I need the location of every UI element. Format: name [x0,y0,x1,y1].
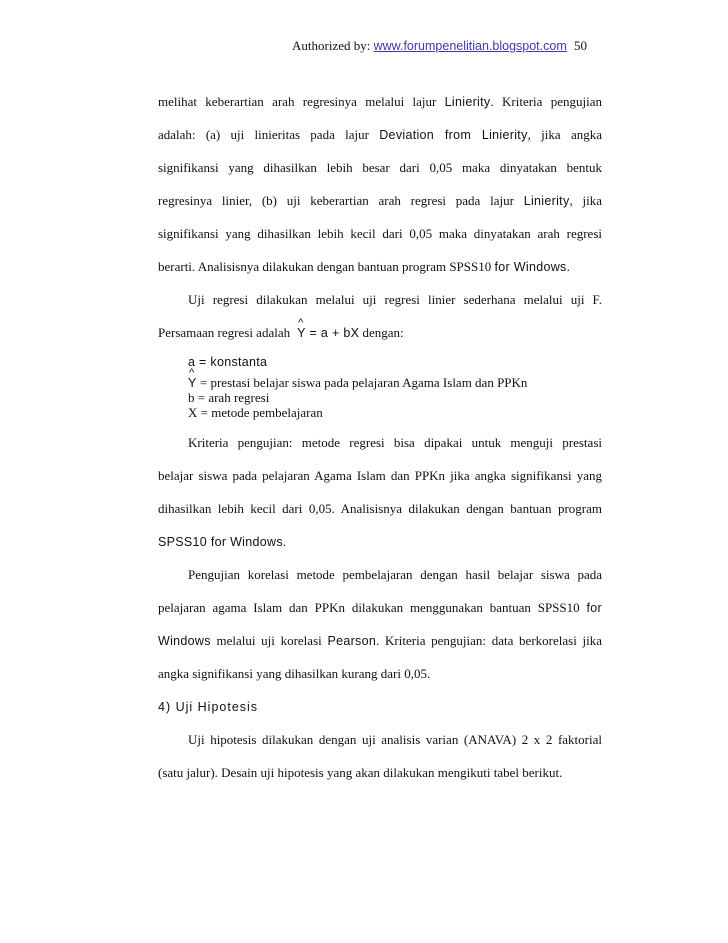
definition-y-hat: ^ Y = prestasi belajar siswa pada pelajaran Agama Islam dan PPKn [188,367,528,390]
text-line: (satu jalur). Desain uji hipotesis yang akan dilakukan mengikuti tabel berikut. [158,765,563,780]
page-header [292,38,602,54]
regression-equation-line: Persamaan regresi adalah ^ Y = a + bX dengan: [158,317,404,340]
paragraph-regression-direction [158,93,602,276]
definition-b: b = arah regresi [188,390,270,405]
y-hat-symbol: ^ Y [297,317,306,340]
y-hat-symbol: ^ Y [188,367,197,390]
variable-definitions [158,354,602,420]
paragraph-regression-criteria [158,434,602,551]
definition-a: a = konstanta [188,355,268,369]
source-url-link[interactable]: www.forumpenelitian.blogspot.com [373,39,567,53]
text-line: Pengujian korelasi metode pembelajaran dengan hasil belajar siswa pada [188,567,602,582]
text-line: dihasilkan lebih kecil dari 0,05. Analisisnya dilakukan dengan bantuan program [158,501,602,516]
text-line: regresinya linier, (b) uji keberartian arah regresi pada lajur Linierity, jika [158,193,603,208]
text-line: pelajaran agama Islam dan PPKn dilakukan menggunakan bantuan SPSS10 for [158,600,603,615]
text-line: angka signifikansi yang dihasilkan kurang dari 0,05. [158,666,431,681]
paragraph-regression-equation [158,291,602,342]
text-line: Uji regresi dilakukan melalui uji regresi linier sederhana melalui uji F. [188,292,602,307]
text-line: melihat keberartian arah regresinya melalui lajur Linierity. Kriteria pengujian [158,94,602,109]
text-line: berarti. Analisisnya dilakukan dengan bantuan program SPSS10 for Windows. [158,259,570,274]
page-number: 50 [574,38,587,53]
section-heading: 4) Uji Hipotesis [158,700,259,714]
paragraph-hypothesis [158,731,602,782]
authored-by-label: Authorized by: [292,38,371,53]
text-line: Windows melalui uji korelasi Pearson. Kriteria pengujian: data berkorelasi jika [158,633,602,648]
text-line: SPSS10 for Windows. [158,534,287,549]
text-line: signifikansi yang dihasilkan lebih kecil dari 0,05 maka dinyatakan arah regresi [158,226,602,241]
text-line: Kriteria pengujian: metode regresi bisa dipakai untuk menguji prestasi [188,435,602,450]
text-line: signifikansi yang dihasilkan lebih besar dari 0,05 maka dinyatakan bentuk [158,160,602,175]
paragraph-correlation [158,566,602,683]
text-line: adalah: (a) uji linieritas pada lajur Deviation from Linierity, jika angka [158,127,602,142]
document-body [158,93,602,782]
definition-x: X = metode pembelajaran [188,405,323,420]
text-line: belajar siswa pada pelajaran Agama Islam dan PPKn jika angka signifikansi yang [158,468,602,483]
text-line: Uji hipotesis dilakukan dengan uji analisis varian (ANAVA) 2 x 2 faktorial [188,732,602,747]
